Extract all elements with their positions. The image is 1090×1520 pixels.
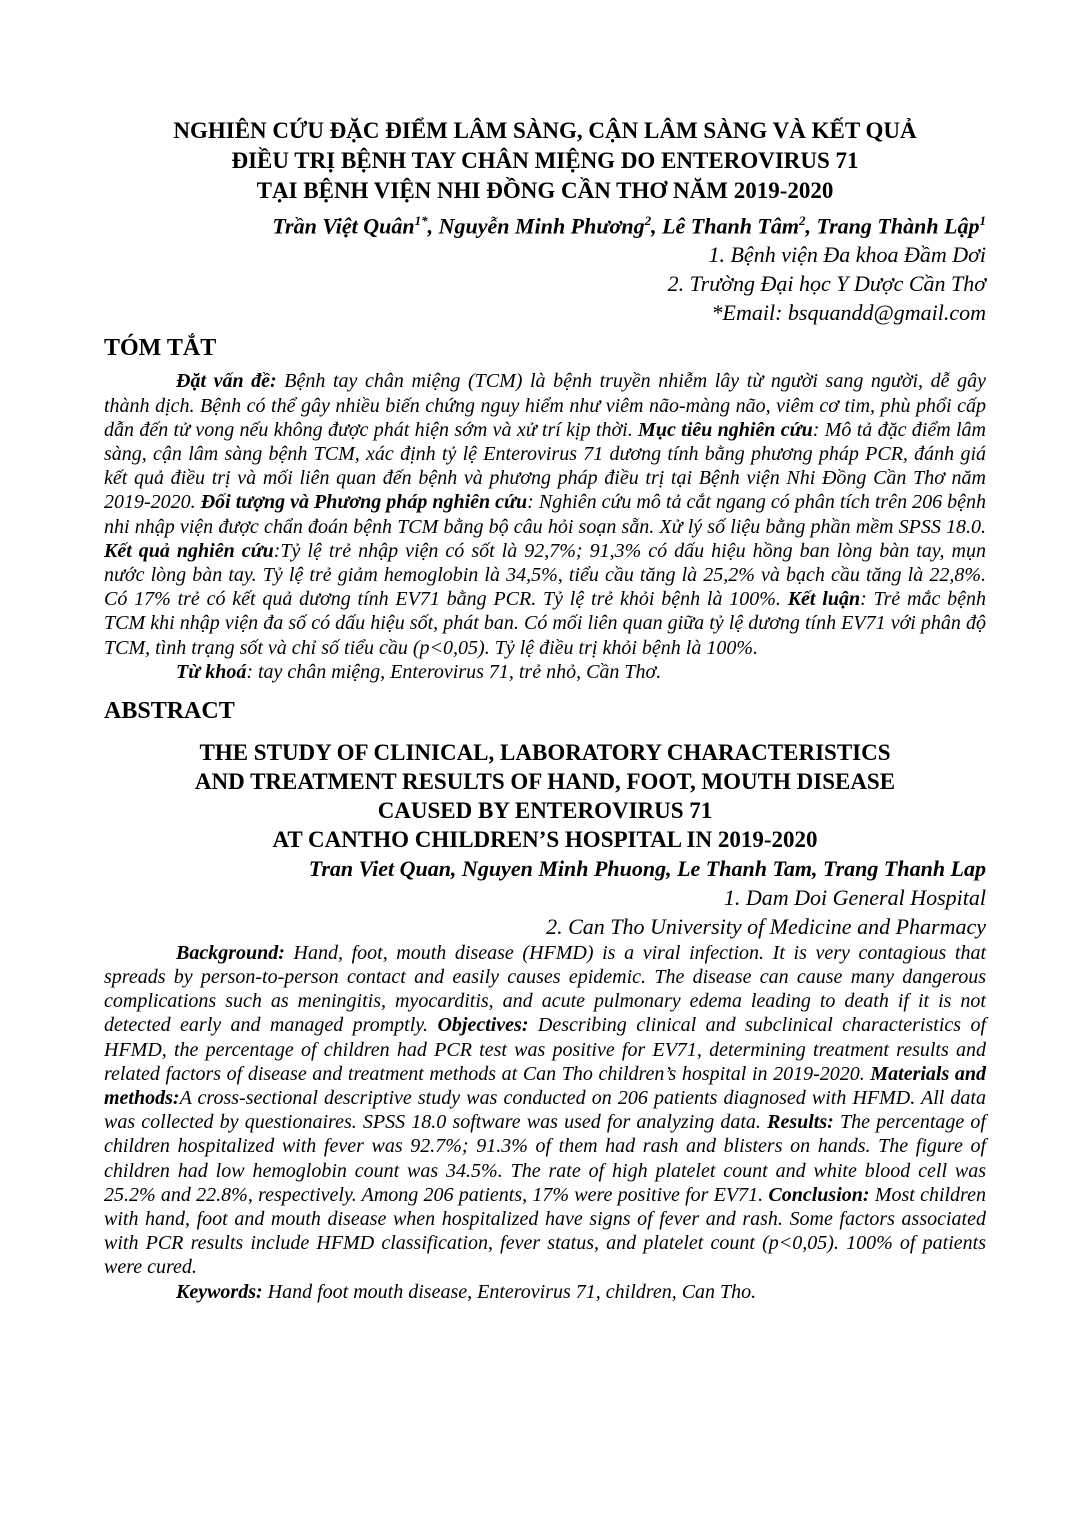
abstract-text-conclusion: Most children with hand, foot and mouth disease when hospitalized have signs of fever and rash. Some factors associated with PCR results include HFMD classification, fever status, and platelet count (p<0,05). 100% of patients were cured. — [104, 1183, 986, 1279]
summary-text-methods: : Nghiên cứu mô tả cắt ngang có phân tích trên 206 bệnh nhi nhập viện được chẩn đoán bệnh TCM bằng bộ câu hỏi soạn sẵn. Xử lý số liệu bằng phần mềm SPSS 18.0. — [104, 491, 986, 538]
english-authors: Tran Viet Quan, Nguyen Minh Phuong, Le Thanh Tam, Trang Thanh Lap — [308, 855, 986, 881]
vietnamese-title-line-2: ĐIỀU TRỊ BỆNH TAY CHÂN MIỆNG DO ENTEROVIRUS 71 — [231, 148, 859, 173]
vietnamese-keywords-label: Từ khoá — [176, 660, 247, 683]
english-keywords-label: Keywords: — [176, 1280, 263, 1303]
abstract-heading-conclusion: Conclusion: — [768, 1183, 870, 1206]
abstract-heading-objectives: Objectives: — [437, 1014, 529, 1037]
vietnamese-title-line-3: TẠI BỆNH VIỆN NHI ĐỒNG CẦN THƠ NĂM 2019-2020 — [256, 178, 834, 203]
summary-heading: TÓM TẮT — [104, 335, 217, 362]
abstract-heading-background: Background: — [176, 941, 285, 964]
summary-heading-objectives: Mục tiêu nghiên cứu — [638, 418, 813, 441]
english-title-line-3: CAUSED BY ENTEROVIRUS 71 — [377, 797, 713, 823]
vietnamese-affiliation-2: 2. Trường Đại học Y Dược Cần Thơ — [667, 271, 986, 297]
abstract-text-background: Hand, foot, mouth disease (HFMD) is a viral infection. It is very contagious that spreads by person-to-person contact and easily causes epidemic. The disease can cause many dangerous complications such as meningitis, myocarditis, and acute pulmonary edema leading to death if it is not detected early and managed promptly. — [104, 941, 986, 1037]
author-1-affil: 1* — [414, 213, 428, 228]
author-4: Trang Thành Lập — [816, 213, 980, 239]
english-abstract — [104, 941, 986, 1280]
english-title — [104, 738, 986, 854]
vietnamese-keywords-text: : tay chân miệng, Enterovirus 71, trẻ nhỏ, Cần Thơ. — [246, 660, 662, 683]
author-separator: , — [427, 213, 439, 239]
english-keywords — [104, 1280, 986, 1304]
vietnamese-authors — [104, 206, 986, 240]
author-3-affil: 2 — [798, 213, 806, 228]
english-title-line-1: THE STUDY OF CLINICAL, LABORATORY CHARACTERISTICS — [199, 739, 891, 765]
vietnamese-summary — [104, 369, 986, 659]
summary-text-conclusion: : Trẻ mắc bệnh TCM khi nhập viện đa số có dấu hiệu sốt, phát ban. Có mối liên quan giữa tỷ lệ dương tính EV71 với phân độ TCM, tình trạng sốt và chỉ số tiểu cầu (p<0,05). Tỷ lệ điều trị khỏi bệnh là 100%. — [104, 588, 987, 659]
summary-text-results: :Tỷ lệ trẻ nhập viện có sốt là 92,7%; 91,3% có dấu hiệu hồng ban lòng bàn tay, mụn nước lòng bàn tay. Tỷ lệ trẻ giảm hemoglobin là 34,5%, tiểu cầu tăng là 25,2% và bạch cầu tăng là 22,8%. Có 17% trẻ có kết quả dương tính EV71 bằng PCR. Tỷ lệ trẻ khỏi bệnh là 100%. — [104, 539, 987, 611]
summary-heading-conclusion: Kết luận — [787, 588, 861, 611]
abstract-heading-methods: Materials and methods: — [104, 1062, 986, 1109]
vietnamese-title-line-1: NGHIÊN CỨU ĐẶC ĐIỂM LÂM SÀNG, CẬN LÂM SÀNG VÀ KẾT QUẢ — [173, 118, 917, 143]
vietnamese-keywords — [104, 660, 986, 684]
summary-heading-methods: Đối tượng và Phương pháp nghiên cứu — [200, 491, 528, 514]
author-separator: , — [651, 213, 663, 239]
abstract-text-methods: A cross-sectional descriptive study was conducted on 206 patients diagnosed with HFMD. All data was collected by questionaires. SPSS 18.0 software was used for analyzing data. — [104, 1086, 986, 1134]
vietnamese-affiliation-1: 1. Bệnh viện Đa khoa Đầm Dơi — [708, 242, 986, 268]
abstract-text-results: The percentage of children hospitalized with fever was 92.7%; 91.3% of them had rash and blisters on hands. The figure of children had low hemoglobin count was 34.5%. The rate of high platelet count and white blood cell was 25.2% and 22.8%, respectively. Among 206 patients, 17% were positive for EV71. — [104, 1111, 986, 1206]
author-separator: , — [805, 213, 817, 239]
abstract-heading-results: Results: — [767, 1111, 834, 1134]
corresponding-email: *Email: bsquandd@gmail.com — [711, 300, 986, 326]
english-affiliation-2: 2. Can Tho University of Medicine and Pharmacy — [546, 913, 986, 939]
author-4-affil: 1 — [979, 213, 986, 228]
paper-page — [104, 112, 986, 1304]
summary-heading-problem: Đặt vấn đề: — [176, 370, 277, 393]
author-2: Nguyễn Minh Phương — [438, 213, 645, 239]
abstract-text-objectives: Describing clinical and subclinical characteristics of HFMD, the percentage of children had PCR test was positive for EV71, determining treatment results and related factors of disease and treatment methods at Can Tho children’s hospital in 2019-2020. — [104, 1014, 986, 1085]
english-keywords-text: Hand foot mouth disease, Enterovirus 71, children, Can Tho. — [262, 1280, 757, 1303]
english-affiliation-1: 1. Dam Doi General Hospital — [723, 884, 986, 910]
english-title-line-2: AND TREATMENT RESULTS OF HAND, FOOT, MOUTH DISEASE — [194, 768, 896, 794]
author-2-affil: 2 — [644, 213, 652, 228]
summary-text-problem: Bệnh tay chân miệng (TCM) là bệnh truyền nhiễm lây từ người sang người, dễ gây thành dịch. Bệnh có thể gây nhiều biến chứng nguy hiểm như viêm não-màng não, viêm cơ tim, phù phổi cấp dẫn đến tử vong nếu không được phát hiện sớm và xử trí kịp thời. — [104, 370, 986, 441]
abstract-heading: ABSTRACT — [104, 697, 235, 724]
english-title-line-4: AT CANTHO CHILDREN’S HOSPITAL IN 2019-2020 — [272, 826, 818, 852]
vietnamese-title — [104, 116, 986, 206]
author-1: Trần Việt Quân — [272, 213, 415, 239]
summary-heading-results: Kết quả nghiên cứu — [104, 539, 274, 562]
summary-text-objectives: : Mô tả đặc điểm lâm sàng, cận lâm sàng bệnh TCM, xác định tỷ lệ Enterovirus 71 dương tính bằng phương pháp PCR, đánh giá kết quả điều trị và mối liên quan đến bệnh và phương pháp điều trị tại Bệnh viện Nhi Đồng Cần Thơ năm 2019-2020. — [104, 418, 986, 514]
author-3: Lê Thanh Tâm — [662, 213, 799, 239]
